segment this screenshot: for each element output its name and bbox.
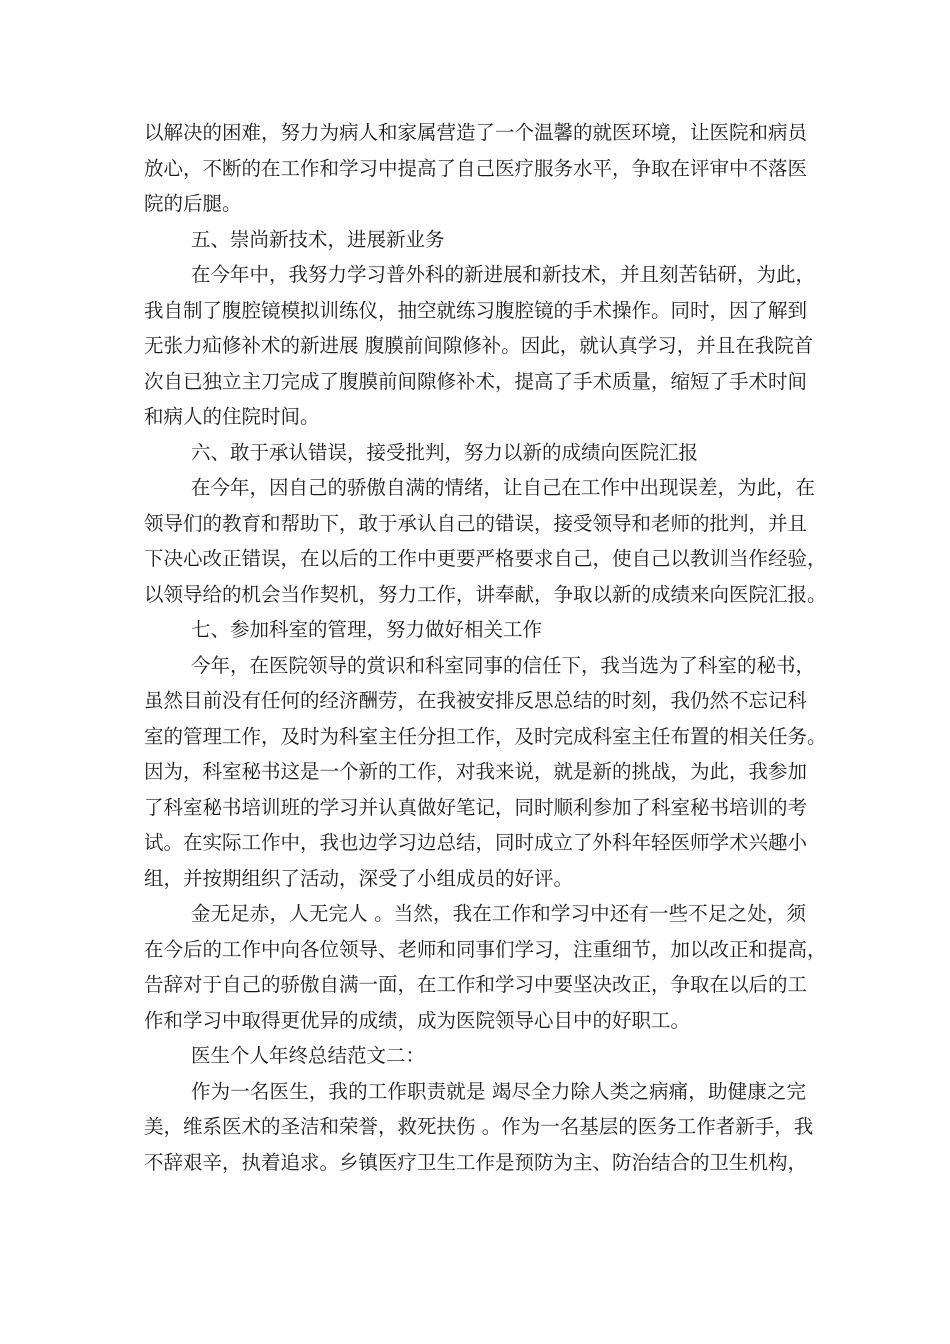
text-line: 金无足赤，人无完人 。当然，我在工作和学习中还有一些不足之处，须 — [191, 902, 806, 925]
text-line: 告辞对于自己的骄傲自满一面，在工作和学习中要坚决改正，争取在以后的工 — [144, 973, 808, 996]
text-line: 院的后腿。 — [144, 192, 242, 215]
text-line: 以解决的困难，努力为病人和家属营造了一个温馨的就医环境，让医院和病员 — [144, 121, 808, 144]
text-line: 作为一名医生，我的工作职责就是 竭尽全力除人类之病痛，助健康之完 — [191, 1079, 806, 1103]
text-line: 在今年，因自己的骄傲自满的情绪，让自己在工作中出现误差，为此，在 — [191, 476, 816, 499]
text-line: 不辞艰辛，执着追求。乡镇医疗卫生工作是预防为主、防治结合的卫生机构， — [144, 1150, 808, 1174]
text-line: 在今后的工作中向各位领导、老师和同事们学习，注重细节，加以改正和提高， — [144, 937, 827, 961]
text-line: 因为，科室秘书这是一个新的工作，对我来说，就是新的挑战，为此，我参加 — [144, 760, 808, 783]
text-line: 下决心改正错误，在以后的工作中更要严格要求自己，使自己以教训当作经验， — [144, 547, 827, 570]
section-heading: 五、崇尚新技术，进展新业务 — [191, 227, 445, 251]
document-body — [144, 115, 827, 1180]
text-line: 试。在实际工作中，我也边学习边总结，同时成立了外科年轻医师学术兴趣小 — [144, 831, 808, 854]
text-line: 领导们的教育和帮助下，敢于承认自己的错误，接受领导和老师的批判，并且 — [144, 511, 808, 535]
text-line: 美，维系医术的圣洁和荣誉，救死扶伤 。作为一名基层的医务工作者新手，我 — [144, 1115, 814, 1138]
text-line: 放心，不断的在工作和学习中提高了自己医疗服务水平，争取在评审中不落医 — [144, 156, 808, 180]
text-line: 在今年中，我努力学习普外科的新进展和新技术，并且刻苦钻研，为此， — [191, 263, 816, 286]
text-line: 次自已独立主刀完成了腹膜前间隙修补术，提高了手术质量，缩短了手术时间 — [144, 369, 808, 393]
text-line: 了科室秘书培训班的学习并认真做好笔记，同时顺利参加了科室秘书培训的考 — [144, 795, 808, 819]
text-line: 组，并按期组织了活动，深受了小组成员的好评。 — [144, 866, 574, 890]
section-heading: 六、敢于承认错误，接受批判，努力以新的成绩向医院汇报 — [191, 440, 699, 464]
text-line: 作和学习中取得更优异的成绩，成为医院领导心目中的好职工。 — [144, 1008, 691, 1032]
text-line: 今年，在医院领导的赏识和科室同事的信任下，我当选为了科室的秘书， — [191, 653, 816, 677]
text-line: 以领导给的机会当作契机，努力工作，讲奉献，争取以新的成绩来向医院汇报。 — [144, 582, 827, 606]
text-line: 我自制了腹腔镜模拟训练仪，抽空就练习腹腔镜的手术操作。同时，因了解到 — [144, 298, 808, 322]
section-heading: 七、参加科室的管理，努力做好相关工作 — [191, 618, 543, 641]
text-line: 无张力疝修补术的新进展 腹膜前间隙修补。因此，就认真学习，并且在我院首 — [144, 334, 814, 357]
text-line: 虽然目前没有任何的经济酬劳，在我被安排反思总结的时刻，我仍然不忘记科 — [144, 689, 808, 712]
text-line: 室的管理工作，及时为科室主任分担工作，及时完成科室主任布置的相关任务。 — [144, 724, 827, 748]
section-heading: 医生个人年终总结范文二： — [191, 1044, 426, 1067]
text-line: 和病人的住院时间。 — [144, 405, 320, 428]
